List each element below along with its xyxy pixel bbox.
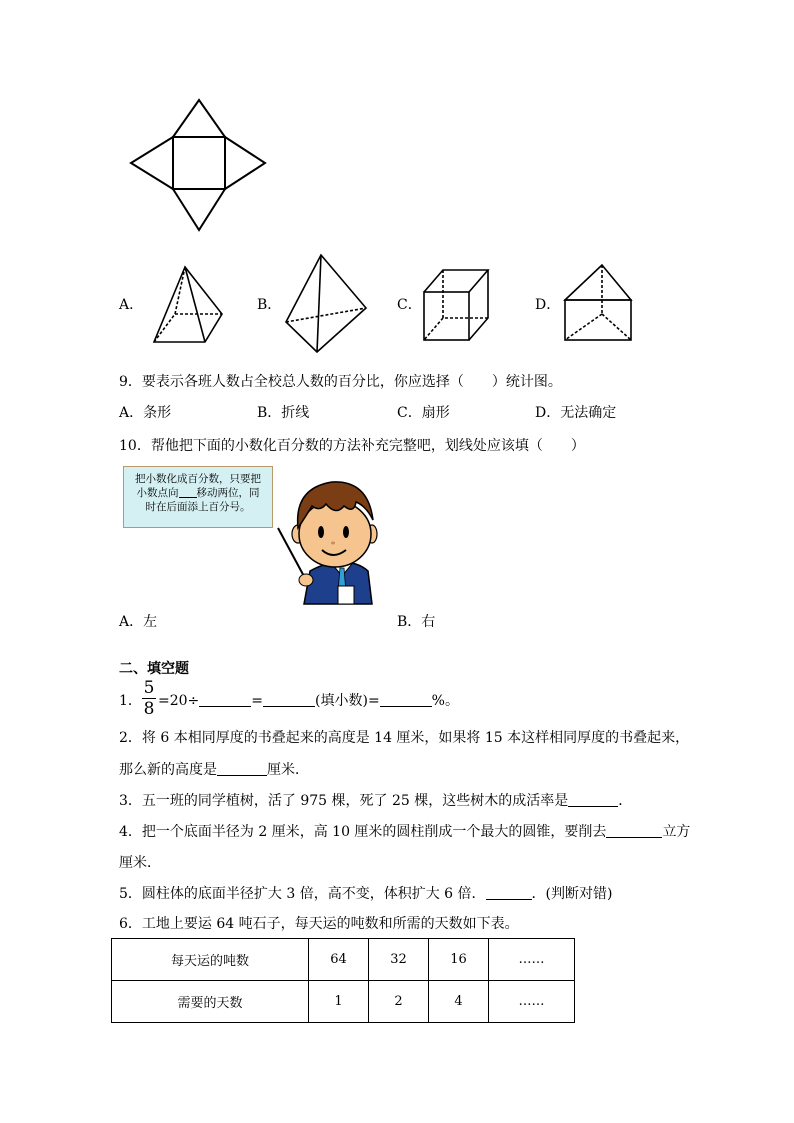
pyramid-net-figure — [128, 98, 268, 234]
square-pyramid-figure[interactable] — [150, 264, 226, 346]
q9-option-c[interactable]: C．扇形 — [397, 405, 450, 421]
fill-q1-body: =20÷ = (填小数)= %。 — [158, 693, 459, 709]
q9-option-d[interactable]: D．无法确定 — [535, 405, 617, 421]
q8-option-a-label: A． — [119, 297, 144, 313]
table-cell: 64 — [309, 939, 369, 981]
q1-blank-1[interactable] — [199, 692, 251, 707]
q9-option-a[interactable]: A．条形 — [119, 405, 172, 421]
hint-note-box — [123, 466, 273, 528]
note-line-3: 时在后面添上百分号。 — [145, 501, 251, 513]
q4-blank[interactable] — [606, 823, 662, 838]
fill-q6: 6．工地上要运 64 吨石子，每天运的吨数和所需的天数如下表。 — [119, 916, 519, 932]
q8-option-d-label: D． — [535, 297, 561, 313]
tetrahedron-figure[interactable] — [282, 252, 370, 356]
tons-days-table — [111, 938, 575, 1023]
question-9: 9．要表示各班人数占全校总人数的百分比，你应选择（ ）统计图。 — [119, 374, 562, 390]
table-row — [112, 939, 575, 981]
q9-option-b[interactable]: B．折线 — [257, 405, 310, 421]
fill-q5: 5．圆柱体的底面半径扩大 3 倍，高不变，体积扩大 6 倍． ．(判断对错) — [119, 886, 613, 902]
fill-q4-line-2: 厘米． — [119, 855, 161, 871]
table-cell: 1 — [309, 981, 369, 1023]
table-cell: 4 — [429, 981, 489, 1023]
note-line-1: 把小数化成百分数，只要把 — [135, 473, 261, 485]
fill-q4-line-1: 4．把一个底面半径为 2 厘米，高 10 厘米的圆柱削成一个最大的圆锥，要削去 立方 — [119, 824, 691, 840]
question-10: 10．帮他把下面的小数化百分数的方法补充完整吧，划线处应该填（ ） — [119, 438, 585, 454]
table-cell: 需要的天数 — [112, 981, 309, 1023]
q3-blank[interactable] — [568, 792, 618, 807]
fraction-denominator: 8 — [143, 699, 155, 719]
table-cell: 32 — [369, 939, 429, 981]
table-cell: 16 — [429, 939, 489, 981]
table-row — [112, 981, 575, 1023]
q10-option-b[interactable]: B．右 — [397, 614, 436, 630]
fraction-numerator: 5 — [143, 678, 155, 698]
triangular-prism-figure[interactable] — [560, 262, 638, 344]
cube-figure[interactable] — [420, 266, 492, 344]
table-cell: …… — [489, 981, 575, 1023]
q8-option-b-label: B． — [257, 297, 282, 313]
fill-q1-number: 1． — [119, 693, 142, 709]
fill-q2-line-2: 那么新的高度是 厘米． — [119, 762, 309, 778]
q5-blank[interactable] — [486, 885, 532, 900]
q1-blank-2[interactable] — [263, 692, 315, 707]
note-line-2: 小数点向 移动两位，同 — [136, 487, 260, 499]
fill-q2-line-1: 2．将 6 本相同厚度的书叠起来的高度是 14 厘米，如果将 15 本这样相同厚度的书叠起来， — [119, 730, 690, 746]
q2-blank[interactable] — [217, 761, 267, 776]
teacher-cartoon-illustration — [276, 476, 378, 606]
q1-blank-3[interactable] — [380, 692, 432, 707]
q8-option-c-label: C． — [397, 297, 422, 313]
section-fill-in-title: 二、填空题 — [119, 661, 189, 677]
table-cell: 每天运的吨数 — [112, 939, 309, 981]
table-cell: …… — [489, 939, 575, 981]
table-cell: 2 — [369, 981, 429, 1023]
fill-q3: 3．五一班的同学植树，活了 975 棵，死了 25 棵，这些树木的成活率是 ． — [119, 793, 633, 809]
fraction-5-8 — [142, 679, 156, 718]
q10-option-a[interactable]: A．左 — [119, 614, 158, 630]
